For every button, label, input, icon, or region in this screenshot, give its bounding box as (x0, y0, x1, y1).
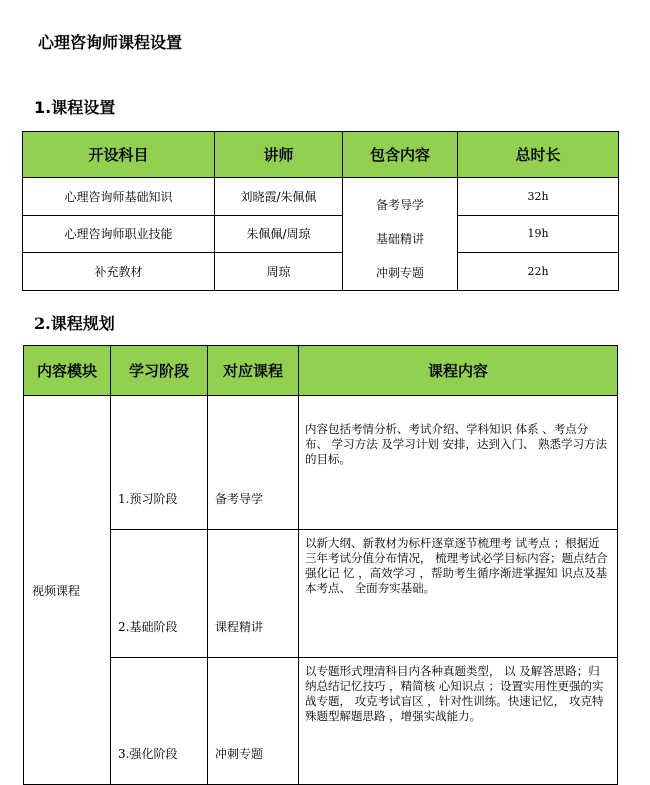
stage-number: 1. (118, 492, 130, 506)
table-header-row (23, 132, 619, 178)
content-cell: 内容包括考情分析、考试介绍、学科知识 体系 、考点分布、 学习方法 及学习计划 安排，达到入门、 熟悉学习方法的目标。 (299, 396, 618, 530)
table-row (24, 530, 618, 658)
table-row (24, 396, 618, 530)
stage-cell (111, 396, 208, 530)
course-cell: 课程精讲 (208, 530, 299, 658)
course-settings-table (22, 131, 619, 291)
includes-cell (343, 178, 458, 291)
course-cell: 备考导学 (208, 396, 299, 530)
header-course: 对应课程 (208, 346, 299, 396)
include-item: 基础精讲 (375, 232, 424, 246)
table-header-row (24, 346, 618, 396)
include-item: 备考导学 (375, 198, 424, 212)
stage-label: 预习阶段 (129, 492, 178, 506)
teacher-cell: 朱佩佩/周琼 (215, 215, 343, 253)
section-heading-course-settings: 1.课程设置 (34, 98, 116, 117)
stage-number: 3. (118, 747, 130, 761)
header-content: 课程内容 (299, 346, 618, 396)
header-stage: 学习阶段 (111, 346, 208, 396)
module-cell: 视频课程 (24, 396, 111, 785)
subject-cell: 心理咨询师职业技能 (23, 215, 215, 253)
hours-cell: 32h (458, 178, 619, 216)
stage-cell (111, 658, 208, 785)
header-module: 内容模块 (24, 346, 111, 396)
content-cell: 以新大纲、新教材为标杆逐章逐节梳理考 试考点 ；根据近三年考试分值分布情况， 梳理考试必学目标内容；题点结合强化记 忆 ，高效学习 ，帮助考生循序渐进掌握知 识点及基本考点、 全面夯实基础。 (299, 530, 618, 658)
section-heading-course-plan (34, 311, 115, 334)
table-row (23, 215, 619, 253)
stage-cell (111, 530, 208, 658)
course-cell: 冲刺专题 (208, 658, 299, 785)
hours-cell: 22h (458, 253, 619, 291)
hours-cell: 19h (458, 215, 619, 253)
stage-label: 强化阶段 (129, 747, 178, 761)
page-title: 心理咨询师课程设置 (38, 33, 183, 52)
stage-number: 2. (118, 620, 130, 634)
header-duration: 总时长 (458, 132, 619, 178)
content-cell: 以专题形式理清科目内各种真题类型， 以 及解答思路；归纳总结记忆技巧 ，精简核 心知识点 ；设置实用性更强的实战专题， 攻克考试盲区 ，针对性训练。快速记忆， 攻克特殊题型解题思路 ，增强实战能力。 (299, 658, 618, 785)
stage-label: 基础阶段 (129, 620, 178, 634)
table-row (24, 658, 618, 785)
section-heading-text: 课程规划 (50, 314, 115, 333)
table-row (23, 178, 619, 216)
teacher-cell: 刘晓霞/朱佩佩 (215, 178, 343, 216)
header-teacher: 讲师 (215, 132, 343, 178)
course-plan-table (23, 345, 618, 785)
section-number: 2. (34, 314, 51, 333)
teacher-cell: 周琼 (215, 253, 343, 291)
subject-cell: 心理咨询师基础知识 (23, 178, 215, 216)
header-subject: 开设科目 (23, 132, 215, 178)
subject-cell: 补充教材 (23, 253, 215, 291)
table-row (23, 253, 619, 291)
include-item: 冲刺专题 (375, 266, 424, 280)
header-includes: 包含内容 (343, 132, 458, 178)
